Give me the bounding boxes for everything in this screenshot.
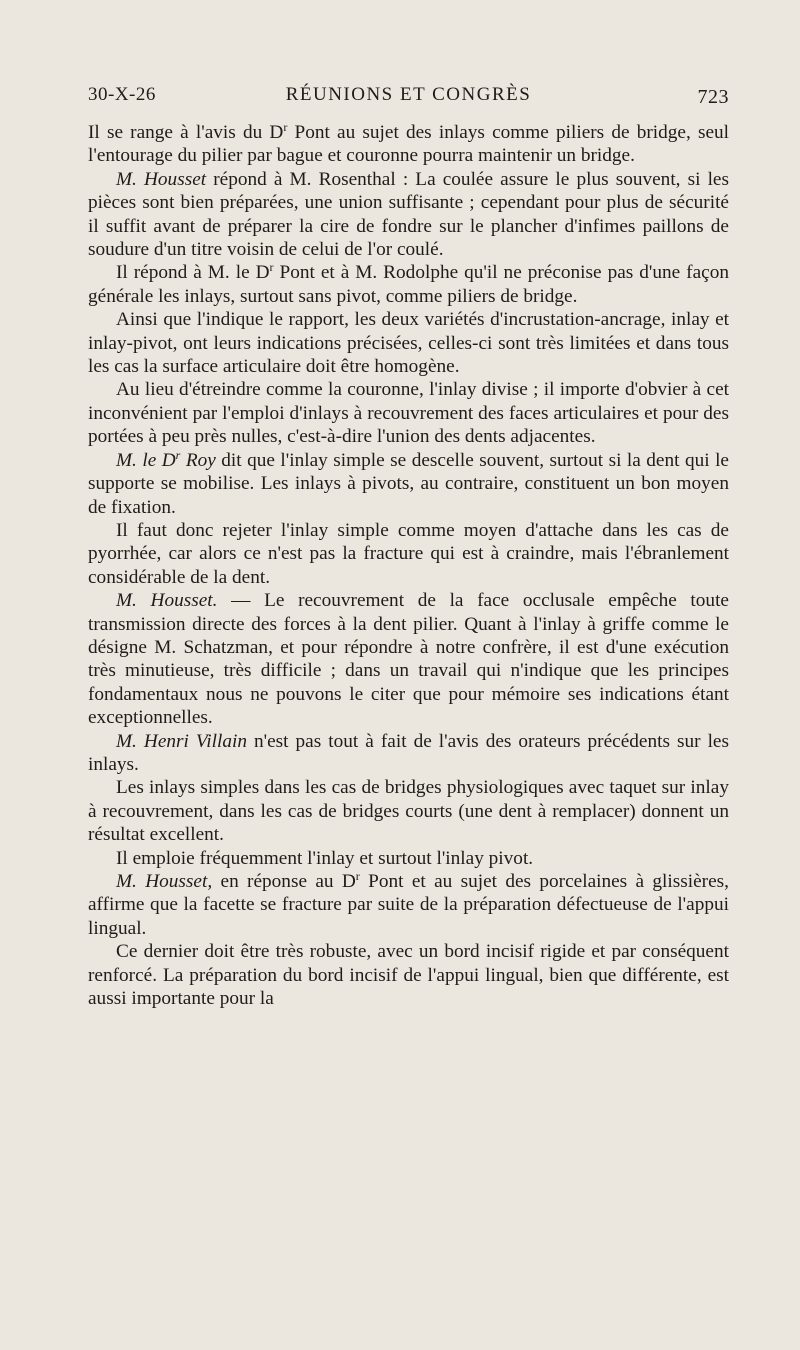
paragraph-text: — Le recouvrement de la face occlusale empêche toute transmission directe des forces à la dent pilier. Quant à l'inlay à griffe comme le désigne M. Schatzman, et pour répondre à notre confrère, il est d'une exécution très minutieuse, très difficile ; dans un travail qui n'indique que les principes fondamentaux nous ne pouvons le citer que pour mémoire ses indications étant exceptionnelles. xyxy=(88,590,729,729)
paragraph-text: Il répond à M. le D xyxy=(116,262,270,284)
paragraph-text: dit que l'inlay simple se descelle souvent, surtout si la dent qui le supporte se mobilise. Les inlays à pivots, au contraire, constituent un bon moyen de fixation. xyxy=(88,449,729,518)
paragraph-text: Il emploie fréquemment l'inlay et surtout l'inlay pivot. xyxy=(116,847,534,869)
paragraph-12 xyxy=(88,870,729,940)
paragraph-3 xyxy=(88,261,729,308)
paragraph-text: en réponse au D xyxy=(212,871,356,892)
paragraph-text: répond à M. Rosenthal : La coulée assure le plus souvent, si les pièces sont bien préparées, une union suffisante ; cependant pour plus de sécurité il suffit avant de préparer la cire de fondre sur le plancher d'infimes paillons de soudure d'un titre voisin de celui de l'or coulé. xyxy=(88,168,729,261)
paragraph-10 xyxy=(88,776,729,846)
superscript-r: r xyxy=(175,447,181,462)
paragraph-1 xyxy=(88,121,729,168)
paragraph-text: Ainsi que l'indique le rapport, les deux variétés d'incrustation-ancrage, inlay et inlay-pivot, ont leurs indications précisées, celles-ci sont très limitées et dans tous les cas la surface articulaire doit être homogène. xyxy=(88,309,729,378)
paragraph-text: Ce dernier doit être très robuste, avec un bord incisif rigide et par conséquent renforcé. La préparation du bord incisif de l'appui lingual, bien que différente, est aussi importante pour la xyxy=(88,941,729,1010)
speaker-name: M. Housset xyxy=(116,168,207,190)
superscript-r: r xyxy=(269,260,274,275)
paragraph-text: Pont au sujet des inlays comme piliers de bridge, seul l'entourage du pilier par bague et couronne pourra maintenir un bridge. xyxy=(88,122,730,167)
running-header xyxy=(88,84,729,114)
body-text xyxy=(88,121,729,1010)
paragraph-2 xyxy=(88,168,729,262)
speaker-name: M. Housset, xyxy=(116,871,213,892)
header-date: 30-X-26 xyxy=(88,84,156,105)
speaker-name: Roy xyxy=(180,449,216,471)
speaker-name: M. Housset. xyxy=(116,590,218,612)
paragraph-text: Pont et à M. Rodolphe qu'il ne préconise pas d'une façon générale les inlays, surtout sans pivot, comme piliers de bridge. xyxy=(88,262,729,307)
speaker-name: M. Henri Villain xyxy=(116,730,247,752)
paragraph-4 xyxy=(88,308,729,378)
speaker-name: M. le D xyxy=(116,449,176,471)
paragraph-text: n'est pas tout à fait de l'avis des orateurs précédents sur les inlays. xyxy=(88,730,729,775)
paragraph-text: Il se range à l'avis du D xyxy=(88,122,284,143)
paragraph-7 xyxy=(88,519,729,589)
paragraph-8 xyxy=(88,589,729,729)
paragraph-5 xyxy=(88,378,729,448)
superscript-r: r xyxy=(355,869,360,883)
paragraph-6 xyxy=(88,449,729,519)
page-number: 723 xyxy=(697,86,729,108)
paragraph-9 xyxy=(88,730,729,777)
paragraph-text: Il faut donc rejeter l'inlay simple comme moyen d'attache dans les cas de pyorrhée, car alors ce n'est pas la fracture qui est à craindre, mais l'ébranlement considérable de la dent. xyxy=(88,519,729,588)
paragraph-text: Au lieu d'étreindre comme la couronne, l'inlay divise ; il importe d'obvier à cet inconvénient par l'emploi d'inlays à recouvrement des faces articulaires et pour des portées à peu près nulles, c'est-à-dire l'union des dents adjacentes. xyxy=(88,379,729,448)
paragraph-text: Pont et au sujet des porcelaines à glissières, affirme que la facette se fracture par suite de la préparation défectueuse de l'appui lingual. xyxy=(88,871,729,939)
paragraph-text: Les inlays simples dans les cas de bridges physiologiques avec taquet sur inlay à recouvrement, dans les cas de bridges courts (une dent à remplacer) donnent un résultat excellent. xyxy=(88,777,729,846)
header-section-title: RÉUNIONS ET CONGRÈS xyxy=(285,84,532,105)
paragraph-13 xyxy=(88,940,729,1010)
paragraph-11 xyxy=(88,847,729,870)
superscript-r: r xyxy=(283,120,288,134)
